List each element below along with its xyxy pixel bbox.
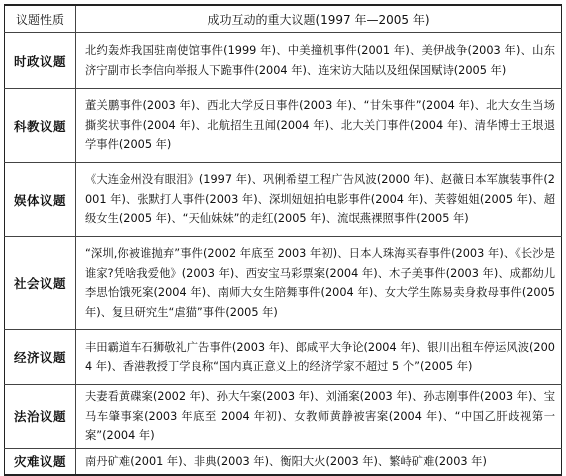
table-row (5, 448, 562, 475)
table-row (5, 89, 562, 163)
row-content: “深圳,你被谁抛弃”事件(2002 年底至 2003 年初)、日本人珠海买春事件(2003 年)、《长沙是谁家?凭啥我爱他》(2003 年)、西安宝马彩票案(2004 年)、木子美事件(2003 年)、成都幼儿李思怡饿死案(2004 年)、南师大女生陪舞事件(2004 年)、女大学生陈易卖身救母事件(2005 年)、复旦研究生“虐猫”事件(2005 年) (76, 237, 562, 330)
table-row (5, 163, 562, 237)
row-category: 社会议题 (5, 237, 76, 330)
row-category: 法治议题 (5, 385, 76, 449)
table-row (5, 33, 562, 89)
table-row (5, 330, 562, 385)
row-category: 经济议题 (5, 330, 76, 385)
table-row (5, 385, 562, 449)
row-content: 南丹矿难(2001 年)、非典(2003 年)、衡阳大火(2003 年)、繁峙矿难(2003 年) (76, 448, 562, 475)
header-issue-type: 议题性质 (5, 5, 76, 33)
row-category: 娱体议题 (5, 163, 76, 237)
row-content: 北约轰炸我国驻南使馆事件(1999 年)、中美撞机事件(2001 年)、美伊战争(2003 年)、山东济宁副市长李信向举报人下跪事件(2004 年)、连宋访大陆以及纽保国赋诗(2005 年) (76, 33, 562, 89)
row-content: 《大连金州没有眼泪》(1997 年)、巩俐希望工程广告风波(2000 年)、赵薇日本军旗装事件(2001 年)、张默打人事件(2003 年)、深圳妞妞拍电影事件(2004 年)、芙蓉姐姐(2005 年)、超级女生(2005 年)、“天仙妹妹”的走红(2005 年)、流氓燕裸照事件(2005 年) (76, 163, 562, 237)
table-header-row (5, 5, 562, 33)
row-content: 丰田霸道车石狮敬礼广告事件(2003 年)、郎咸平大争论(2004 年)、银川出租车停运风波(2004 年)、香港教授丁学良称“国内真正意义上的经济学家不超过 5 个”(2005 年) (76, 330, 562, 385)
row-category: 时政议题 (5, 33, 76, 89)
row-content: 夫妻看黄碟案(2002 年)、孙大午案(2003 年)、刘涌案(2003 年)、孙志刚事件(2003 年)、宝马车肇事案(2003 年底至 2004 年初)、女教师黄静被害案(2004 年)、“中国乙肝歧视第一案”(2004 年) (76, 385, 562, 449)
header-major-issues: 成功互动的重大议题(1997 年—2005 年) (76, 5, 562, 33)
table-row (5, 237, 562, 330)
row-category: 灾难议题 (5, 448, 76, 475)
row-category: 科教议题 (5, 89, 76, 163)
row-content: 董关鹏事件(2003 年)、西北大学反日事件(2003 年)、“甘朱事件”(2004 年)、北大女生当场撕奖状事件(2004 年)、北航招生丑闻(2004 年)、北大关门事件(2004 年)、清华博士王垠退学事件(2005 年) (76, 89, 562, 163)
issues-table (4, 4, 562, 476)
